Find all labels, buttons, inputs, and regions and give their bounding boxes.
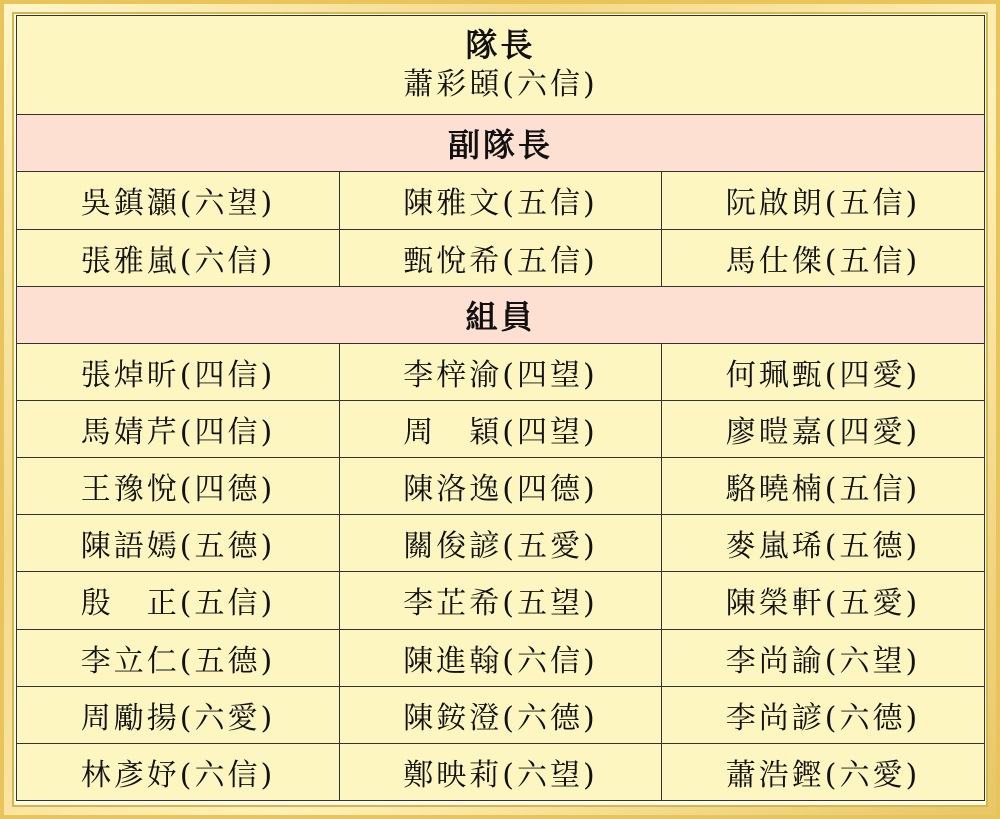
table-row	[17, 743, 985, 800]
member-cell: 陳洛逸(四德)	[340, 458, 662, 515]
member-section-title: 組員	[17, 286, 985, 343]
member-cell: 駱曉楠(五信)	[662, 458, 985, 515]
member-cell: 李立仁(五德)	[17, 629, 340, 686]
member-cell: 李尚諭(六望)	[662, 629, 985, 686]
member-cell: 周 穎(四望)	[340, 400, 662, 457]
member-cell: 麥嵐琋(五德)	[662, 515, 985, 572]
member-cell: 林彥妤(六信)	[17, 743, 340, 800]
table-row	[17, 515, 985, 572]
member-cell: 鄭映莉(六望)	[340, 743, 662, 800]
member-cell: 殷 正(五信)	[17, 572, 340, 629]
member-cell: 王豫悅(四德)	[17, 458, 340, 515]
member-cell: 李梓渝(四望)	[340, 343, 662, 400]
vice-cell: 陳雅文(五信)	[340, 172, 662, 229]
member-cell: 馬婧芹(四信)	[17, 400, 340, 457]
member-cell: 廖暟嘉(四愛)	[662, 400, 985, 457]
member-cell: 陳進翰(六信)	[340, 629, 662, 686]
leader-name: 蕭彩頣(六信)	[403, 67, 598, 103]
member-cell: 張焯昕(四信)	[17, 343, 340, 400]
member-cell: 關俊諺(五愛)	[340, 515, 662, 572]
member-cell: 何珮甄(四愛)	[662, 343, 985, 400]
table-row	[17, 172, 985, 229]
table-row	[17, 686, 985, 743]
member-cell: 陳榮軒(五愛)	[662, 572, 985, 629]
table-row	[17, 343, 985, 400]
table-row	[17, 629, 985, 686]
leader-row	[17, 16, 985, 115]
member-cell: 蕭浩鏗(六愛)	[662, 743, 985, 800]
member-cell: 周勵揚(六愛)	[17, 686, 340, 743]
table-row	[17, 572, 985, 629]
table-row	[17, 229, 985, 286]
table-row	[17, 400, 985, 457]
vice-section-title: 副隊長	[17, 115, 985, 172]
vice-cell: 甄悅希(五信)	[340, 229, 662, 286]
vice-section-row	[17, 115, 985, 172]
roster-table	[16, 15, 985, 801]
leader-title: 隊長	[465, 26, 536, 65]
vice-cell: 吳鎮灝(六望)	[17, 172, 340, 229]
leader-cell	[17, 16, 985, 115]
vice-cell: 阮啟朗(五信)	[662, 172, 985, 229]
vice-cell: 張雅嵐(六信)	[17, 229, 340, 286]
table-row	[17, 458, 985, 515]
member-cell: 李尚諺(六德)	[662, 686, 985, 743]
member-cell: 陳語嫣(五德)	[17, 515, 340, 572]
member-cell: 李芷希(五望)	[340, 572, 662, 629]
member-cell: 陳銨澄(六德)	[340, 686, 662, 743]
member-section-row	[17, 286, 985, 343]
vice-cell: 馬仕傑(五信)	[662, 229, 985, 286]
